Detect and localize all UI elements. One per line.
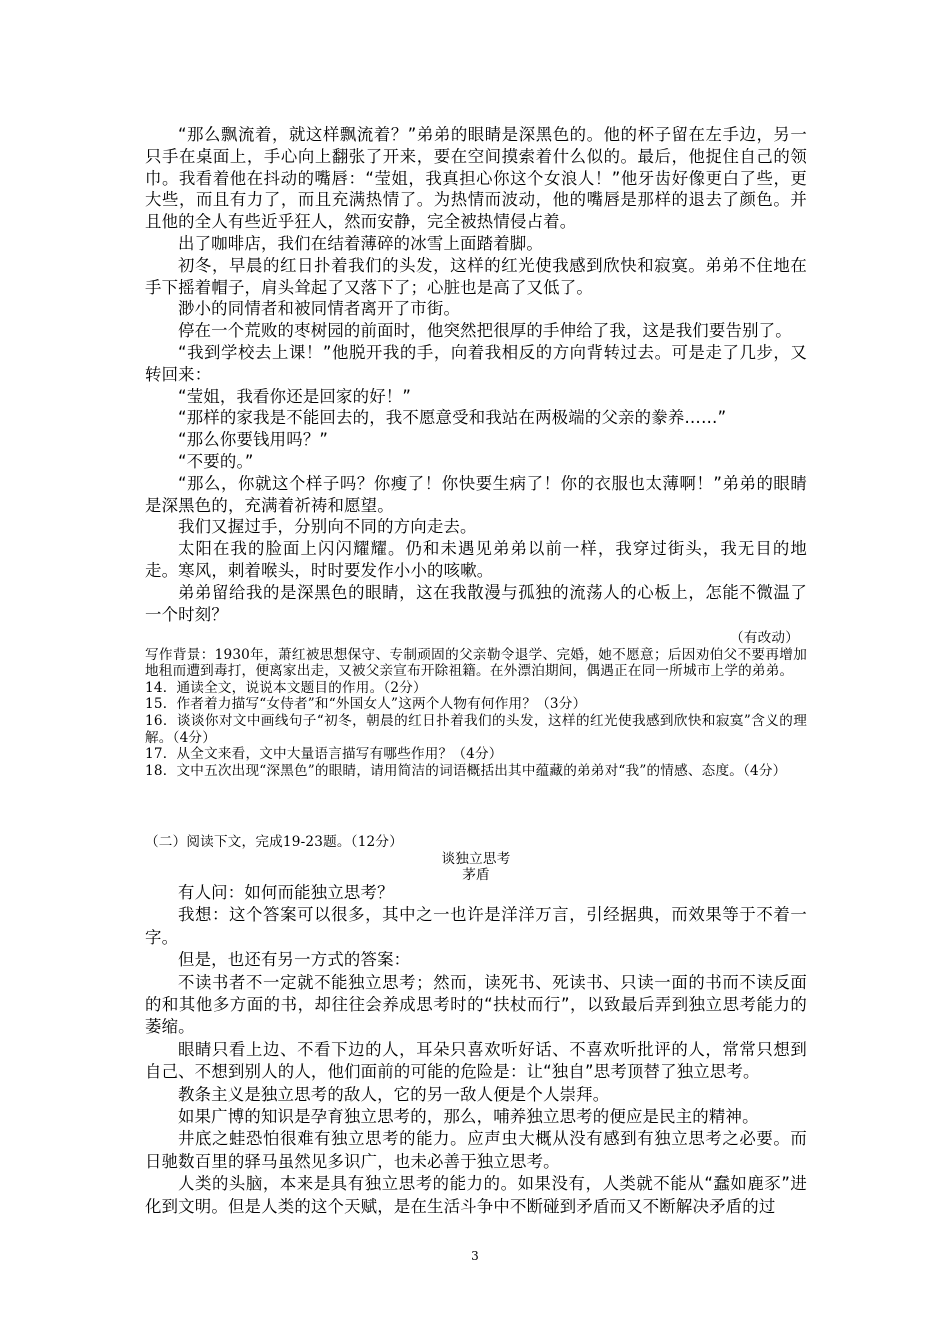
story-paragraph: 停在一个荒败的枣树园的前面时，他突然把很厚的手伸给了我，这是我们要告别了。 [178, 321, 792, 341]
question-item: 16．谈谈你对文中画线句子“初冬，朝晨的红日扑着我们的头发，这样的红光使我感到欣快和寂寞”含义的理解。（4分） [145, 712, 807, 746]
section-heading: （二）阅读下文，完成19-23题。（12分） [145, 834, 403, 850]
section-two-header [145, 834, 807, 884]
question-item: 17．从全文来看，文中大量语言描写有哪些作用？（4分） [145, 746, 503, 763]
essay-paragraph: 如果广博的知识是孕育独立思考的，那么，哺养独立思考的便应是民主的精神。 [178, 1107, 759, 1127]
story-paragraph: “那么你要钱用吗？” [178, 430, 329, 450]
question-item: 14．通读全文，说说本文题目的作用。（2分） [145, 679, 427, 696]
essay-paragraph: 有人问：如何而能独立思考？ [178, 883, 394, 902]
story-paragraph: 渺小的同情者和被同情者离开了市街。 [178, 299, 461, 319]
essay-text [145, 882, 807, 1218]
adaptation-credit: （有改动） [730, 630, 799, 646]
essay-paragraph: 教条主义是独立思考的敌人，它的另一敌人便是个人崇拜。 [178, 1084, 610, 1104]
essay-paragraph: 眼睛只看上边、不看下边的人，耳朵只喜欢听好话、不喜欢听批评的人，常常只想到自己、不想到别人的人，他们面前的可能的危险是：让“独自”思考顶替了独立思考。 [145, 1039, 807, 1082]
essay-paragraph: 不读书者不一定就不能独立思考；然而，读死书、死读书、只读一面的书而不读反面的和其他多方面的书，却往往会养成思考时的“扶杖而行”，以致最后弄到独立思考能力的萎缩。 [145, 972, 807, 1037]
essay-author: 茅盾 [462, 867, 490, 884]
story-text [145, 124, 807, 625]
story-paragraph: “那么，你就这个样子吗？你瘦了！你快要生病了！你的衣服也太薄啊！”弟弟的眼睛是深黑色的，充满着祈祷和愿望。 [145, 473, 807, 515]
essay-title: 谈独立思考 [441, 850, 511, 867]
story-paragraph: “莹姐，我看你还是回家的好！” [178, 386, 412, 406]
story-paragraph: “那么飘流着，就这样飘流着？”弟弟的眼睛是深黑色的。他的杯子留在左手边，另一只手在桌面上，手心向上翻张了开来，要在空间摸索着什么似的。最后，他捉住自己的领巾。我看着他在抖动的嘴唇：“莹姐，我真担心你这个女浪人！”他牙齿好像更白了些，更大些，而且有力了，而且充满热情了。为热情而波动，他的嘴唇是那样的退去了颜色。并且他的全人有些近乎狂人，然而安静，完全被热情侵占着。 [145, 125, 807, 232]
story-paragraph: 太阳在我的脸面上闪闪耀耀。仍和未遇见弟弟以前一样，我穿过街头，我无目的地走。寒风，刺着喉头，时时要发作小小的咳嗽。 [145, 539, 807, 580]
story-paragraph: “我到学校去上课！”他脱开我的手，向着我相反的方向背转过去。可是走了几步，又转回来： [145, 342, 807, 384]
essay-paragraph: 我想：这个答案可以很多，其中之一也许是洋洋万言，引经据典，而效果等于不着一字。 [145, 905, 807, 947]
story-paragraph: “不要的。” [178, 451, 254, 471]
essay-paragraph: 但是，也还有另一方式的答案： [178, 950, 411, 970]
essay-paragraph: 人类的头脑，本来是具有独立思考的能力的。如果没有，人类就不能从“蠢如鹿豕”进化到文明。但是人类的这个天赋，是在生活斗争中不断碰到矛盾而又不断解决矛盾的过 [145, 1174, 807, 1216]
essay-paragraph: 井底之蛙恐怕很难有独立思考的能力。应声虫大概从没有感到有独立思考之必要。而日驰数百里的驿马虽然见多识广，也未必善于独立思考。 [145, 1129, 807, 1171]
page-number: 3 [471, 1249, 479, 1263]
background-note: 写作背景：1930年，萧红被思想保守、专制顽固的父亲勒令退学、完婚，她不愿意；后因劝伯父不要再增加地租而遭到毒打，便离家出走，又被父亲宣布开除祖籍。在外漂泊期间，偶遇正在同一所城市上学的弟弟。 [145, 646, 807, 680]
story-paragraph: 初冬，早晨的红日扑着我们的头发，这样的红光使我感到欣快和寂寞。弟弟不住地在手下摇着帽子，肩头耸起了又落下了；心脏也是高了又低了。 [145, 255, 807, 297]
story-paragraph: 弟弟留给我的是深黑色的眼睛，这在我散漫与孤独的流荡人的心板上，怎能不微温了一个时刻？ [145, 582, 807, 624]
question-item: 18．文中五次出现“深黑色”的眼睛，请用简洁的词语概括出其中蕴藏的弟弟对“我”的情感、态度。（4分） [145, 762, 787, 779]
story-paragraph: 我们又握过手，分别向不同的方向走去。 [178, 517, 477, 537]
story-paragraph: 出了咖啡店，我们在结着薄碎的冰雪上面踏着脚。 [178, 233, 543, 253]
story-paragraph: “那样的家我是不能回去的，我不愿意受和我站在两极端的父亲的豢养……” [178, 408, 727, 428]
question-item: 15．作者着力描写“女侍者”和“外国女人”这两个人物有何作用？（3分） [145, 696, 587, 713]
notes-and-questions [145, 630, 807, 779]
